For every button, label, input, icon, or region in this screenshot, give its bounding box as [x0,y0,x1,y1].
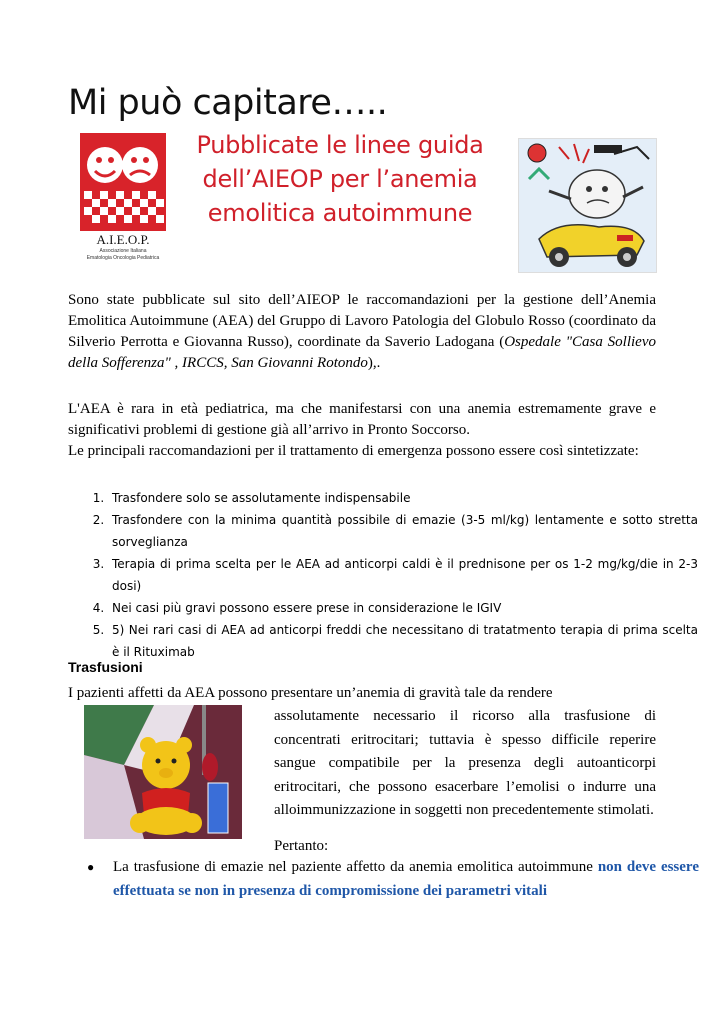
svg-text:Associazione Italiana: Associazione Italiana [99,248,147,254]
headline-line-1: Pubblicate le linee guida [196,131,484,159]
recommendation-item: 3. Terapia di prima scelta per le AEA ad anticorpi caldi è il prednisone per os 1-2 mg/kg/die in 2-3 dosi) [108,553,698,597]
cartoon-image [519,139,656,272]
recommendation-item: 2. Trasfondere con la minima quantità possibile di emazie (3-5 ml/kg) lentamente e sotto stretta sorveglianza [108,509,698,553]
headline-line-2: dell’AIEOP per l’anemia [202,165,478,193]
recommendation-item: 4. Nei casi più gravi possono essere prese in considerazione le IGIV [108,597,698,619]
headline-line-3: emolitica autoimmune [207,199,473,227]
page-title: Mi può capitare….. [68,83,388,123]
hospital-name: Ospedale "Casa Sollievo della Sofferenza" , IRCCS, San Giovanni Rotondo [68,334,656,371]
section-heading-trasfusioni: Trasfusioni [68,659,143,675]
article-headline [175,128,505,230]
teddy-bear-photo [84,705,242,839]
teddy-bear-image [84,705,242,839]
intro-text: Sono state pubblicate sul sito dell’AIEOP le raccomandazioni per la gestione dell’Anemia Emolitica Autoimmune (AEA) del Gruppo di Lavoro Patologia del Globulo Rosso (coordinato da Silverio Perrotta e Giovanna Russo), coordinate da Saverio Ladogana ( [68,292,656,350]
bullet-emphasis: non deve essere effettuata se non in presenza di compromissione dei parametri vitali [113,859,699,899]
aieop-logo [80,133,166,261]
svg-text:A.I.E.O.P.: A.I.E.O.P. [96,232,150,247]
intro-text-end: ),. [367,355,381,371]
summary-paragraph [68,399,656,462]
trasfusioni-bullets [70,856,699,903]
recommendation-item: 5. 5) Nei rari casi di AEA ad anticorpi freddi che necessitano di tratatmento terapia di prima scelta è il Rituximab [108,619,698,663]
summary-line-2: Le principali raccomandazioni per il trattamento di emergenza possono essere così sintetizzate: [68,443,639,459]
bullet-item [87,856,699,903]
cartoon-illustration [518,138,657,273]
intro-paragraph [68,290,656,374]
pertanto-label: Pertanto: [274,838,329,854]
summary-line-1: L'AEA è rara in età pediatrica, ma che manifestarsi con una anemia estremamente grave e significativi problemi di gestione già all’arrivo in Pronto Soccorso. [68,401,656,438]
aieop-logo-image [80,133,166,261]
trasfusioni-body: assolutamente necessario il ricorso alla trasfusione di concentrati eritrocitari; tuttavia è spesso difficile reperire sangue compatibile per la presenza degli autoanticorpi eritrocitari, che possono esacerbare l’emolisi o indurre una alloimmunizzazione in soggetti non precedentemente stimolati. [274,708,656,819]
svg-text:Ematologia Oncologia Pediatric: Ematologia Oncologia Pediatrica [86,255,160,261]
bullet-text: La trasfusione di emazie nel paziente affetto da anemia emolitica autoimmune [113,859,598,875]
recommendations-list [70,487,698,663]
bullet-dot-icon: ● [87,860,95,874]
trasfusioni-first-line: I pazienti affetti da AEA possono presentare un’anemia di gravità tale da rendere [68,685,553,701]
recommendation-item: 1. Trasfondere solo se assolutamente indispensabile [108,487,698,509]
